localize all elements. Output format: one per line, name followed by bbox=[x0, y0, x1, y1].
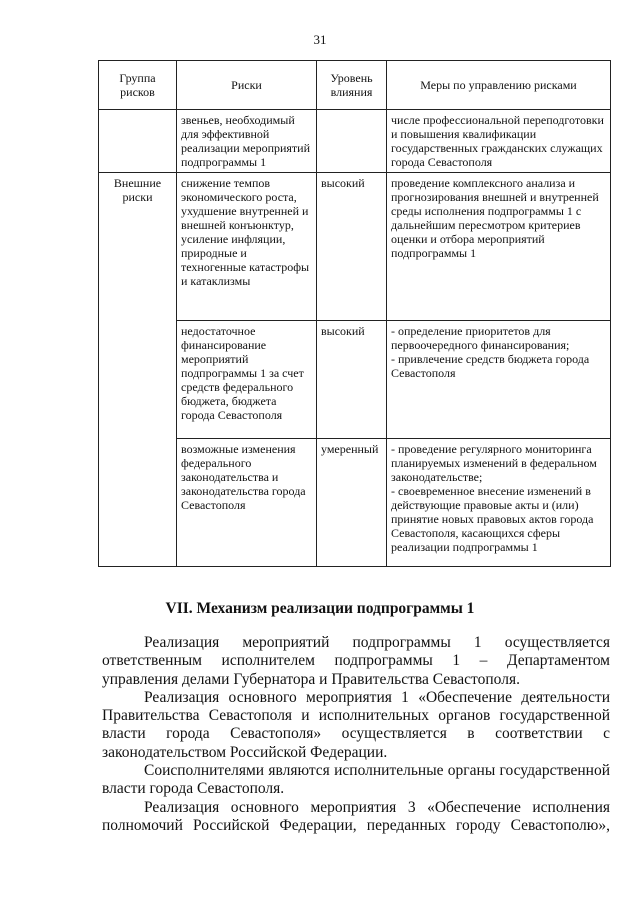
paragraph: Реализация основного мероприятия 1 «Обеспечение деятельности Правительства Севастополя и исполнительных органов государственной власти города Севастополя» осуществляется в соответствии с законодательством Российской Федерации. bbox=[102, 688, 610, 761]
group-cell-empty bbox=[99, 110, 177, 173]
measure-cell: - проведение регулярного мониторинга планируемых изменений в федеральном законодательстве; - своевременное внесение изменений в действующие правовые акты и (или) принятие новых правовых актов города Севастополя, касающихся сферы реализации подпрограммы 1 bbox=[387, 439, 611, 567]
level-cell: умеренный bbox=[317, 439, 387, 567]
paragraph: Соисполнителями являются исполнительные органы государственной власти города Севастополя. bbox=[102, 762, 610, 798]
table-row bbox=[99, 173, 611, 321]
level-cell: высокий bbox=[317, 321, 387, 439]
measure-cell: проведение комплексного анализа и прогнозирования внешней и внутренней среды исполнения подпрограммы 1 с дальнейшим пересмотром критериев оценки и отбора мероприятий подпрограммы 1 bbox=[387, 173, 611, 321]
header-level: Уровень влияния bbox=[317, 61, 387, 110]
header-risks: Риски bbox=[177, 61, 317, 110]
level-cell bbox=[317, 110, 387, 173]
header-group: Группа рисков bbox=[99, 61, 177, 110]
table-header-row bbox=[99, 61, 611, 110]
table-row bbox=[99, 321, 611, 439]
header-measures: Меры по управлению рисками bbox=[387, 61, 611, 110]
page-number: 31 bbox=[313, 32, 327, 47]
group-cell-empty bbox=[99, 321, 177, 439]
measure-cell: числе профессиональной переподготовки и повышения квалификации государственных гражданских служащих города Севастополя bbox=[387, 110, 611, 173]
level-cell: высокий bbox=[317, 173, 387, 321]
group-cell-external: Внешние риски bbox=[99, 173, 177, 321]
section-title: VII. Механизм реализации подпрограммы 1 bbox=[165, 600, 475, 617]
risk-management-table bbox=[98, 60, 611, 567]
risk-cell: возможные изменения федерального законодательства и законодательства города Севастополя bbox=[177, 439, 317, 567]
table-row bbox=[99, 439, 611, 567]
body-text bbox=[102, 634, 610, 835]
risk-cell: снижение темпов экономического роста, ухудшение внутренней и внешней конъюнктур, усиление инфляции, природные и техногенные катастрофы и катаклизмы bbox=[177, 173, 317, 321]
group-cell-empty bbox=[99, 439, 177, 567]
measure-cell: - определение приоритетов для первоочередного финансирования; - привлечение средств бюджета города Севастополя bbox=[387, 321, 611, 439]
paragraph: Реализация мероприятий подпрограммы 1 осуществляется ответственным исполнителем подпрограммы 1 – Департаментом управления делами Губернатора и Правительства Севастополя. bbox=[102, 634, 610, 688]
table-row bbox=[99, 110, 611, 173]
risk-cell: недостаточное финансирование мероприятий подпрограммы 1 за счет средств федерального бюджета, бюджета города Севастополя bbox=[177, 321, 317, 439]
risk-cell: звеньев, необходимый для эффективной реализации мероприятий подпрограммы 1 bbox=[177, 110, 317, 173]
paragraph: Реализация основного мероприятия 3 «Обеспечение исполнения полномочий Российской Федерации, переданных городу Севастополю», bbox=[102, 798, 610, 834]
